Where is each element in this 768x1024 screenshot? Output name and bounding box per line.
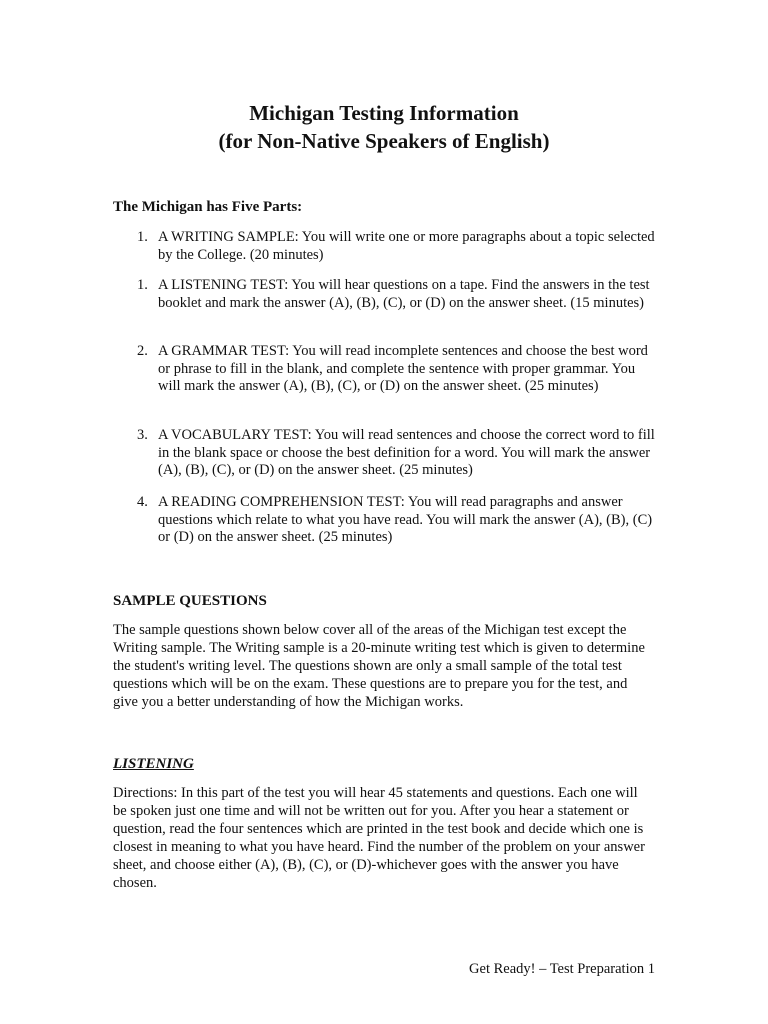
- sample-questions-heading: SAMPLE QUESTIONS: [113, 593, 267, 609]
- page-footer: Get Ready! – Test Preparation 1: [469, 961, 655, 977]
- list-item-text: A LISTENING TEST: You will hear questions on a tape. Find the answers in the test booklet and mark the answer (A), (B), (C), or (D) on the answer sheet. (15 minutes): [158, 277, 650, 311]
- list-item-text: A READING COMPREHENSION TEST: You will read paragraphs and answer questions which relate to what you have read. You will mark the answer (A), (B), (C) or (D) on the answer sheet. (25 minutes): [158, 494, 653, 546]
- list-item-number: 1.: [137, 277, 148, 293]
- parts-heading: The Michigan has Five Parts:: [113, 199, 303, 215]
- list-item-number: 2.: [137, 343, 148, 359]
- list-item-text: A WRITING SAMPLE: You will write one or more paragraphs about a topic selected by the College. (20 minutes): [158, 229, 655, 263]
- document-subtitle: (for Non-Native Speakers of English): [218, 129, 550, 153]
- document-title: Michigan Testing Information: [249, 101, 519, 125]
- list-item-text: A VOCABULARY TEST: You will read sentences and choose the correct word to fill in the blank space or choose the best definition for a word. You will mark the answer (A), (B), (C), or (D) on the answer sheet. (25 minutes): [158, 427, 655, 479]
- sample-questions-paragraph: The sample questions shown below cover all of the areas of the Michigan test except the Writing sample. The Writing sample is a 20-minute writing test which is given to determine the student's writing level. The questions shown are only a small sample of the total test questions which will be on the exam. These questions are to prepare you for the test, and give you a better understanding of how the Michigan works.: [113, 622, 645, 710]
- list-item-text: A GRAMMAR TEST: You will read incomplete sentences and choose the best word or phrase to fill in the blank, and complete the sentence with proper grammar. You will mark the answer (A), (B), (C), or (D) on the answer sheet. (25 minutes): [158, 343, 648, 395]
- listening-heading: LISTENING: [113, 756, 194, 772]
- list-item-number: 3.: [137, 427, 148, 443]
- list-item-number: 1.: [137, 229, 148, 245]
- listening-directions: Directions: In this part of the test you will hear 45 statements and questions. Each one will be spoken just one time and will not be written out for you. After you hear a statement or question, read the four sentences which are printed in the test book and decide which one is closest in meaning to what you have heard. Find the number of the problem on your answer sheet, and choose either (A), (B), (C), or (D)-whichever goes with the answer you have chosen.: [113, 785, 645, 891]
- list-item-number: 4.: [137, 494, 148, 510]
